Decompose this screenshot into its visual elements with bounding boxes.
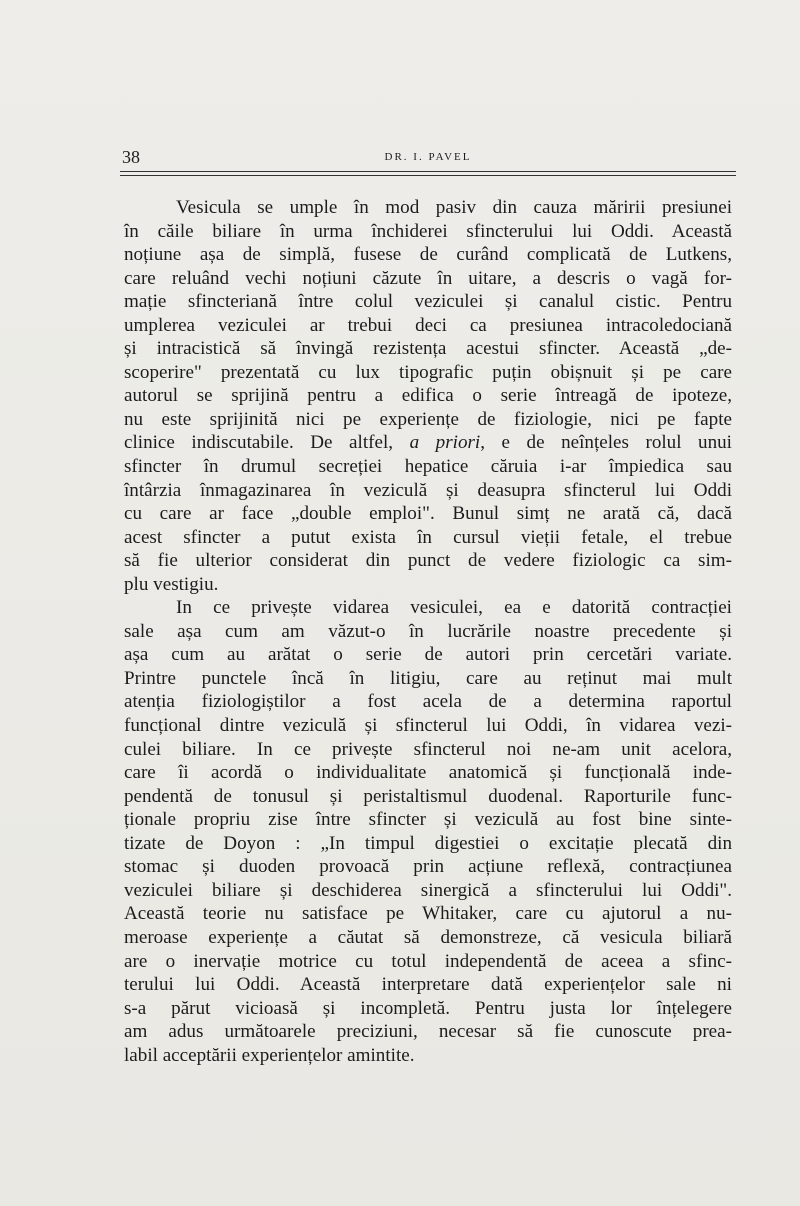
text-line: pendentă de tonusul și peristaltismul duodenal. Raporturile func- [124, 785, 732, 807]
text-line: veziculei biliare și deschiderea sinergică a sfincterului lui Oddi". [124, 879, 732, 901]
text-line: tizate de Doyon : „In timpul digestiei o excitație plecată din [124, 832, 732, 854]
text-line: s-a părut vicioasă și incompletă. Pentru justa lor înțelegere [124, 997, 732, 1019]
text-line: labil acceptării experiențelor amintite. [124, 1044, 415, 1066]
text-line: are o inervație motrice cu totul independentă de aceea a sfinc- [124, 950, 732, 972]
text-line: sfincter în drumul secreției hepatice căruia i-ar împiedica sau [124, 456, 732, 478]
text-line: scoperire" prezentată cu lux tipografic puțin obișnuit și pe care [124, 361, 732, 383]
text-line: și intracistică să învingă rezistența acestui sfincter. Această „de- [124, 338, 732, 360]
text-line: ționale propriu zise între sfincter și veziculă au fost bine sinte- [124, 809, 732, 831]
text-line: atenția fiziologiștilor a fost acela de a determina raportul [124, 691, 732, 713]
text-line: care reluând vechi noțiuni căzute în uitare, a descris o vagă for- [124, 267, 732, 289]
page-header [122, 147, 734, 171]
header-rule-bottom [120, 175, 736, 176]
text-segment: , e de neînțeles rolul unui [480, 432, 732, 454]
text-line [124, 431, 732, 455]
running-head: DR. I. PAVEL [384, 151, 472, 163]
text-line: terului lui Oddi. Această interpretare dată experiențelor sale ni [124, 974, 732, 996]
text-line: sale așa cum am văzut-o în lucrările noastre precedente și [124, 620, 732, 642]
text-line: Această teorie nu satisface pe Whitaker, care cu ajutorul a nu- [124, 903, 732, 925]
text-line: funcțional dintre veziculă și sfincterul lui Oddi, în vidarea vezi- [124, 715, 732, 737]
text-line: umplerea veziculei ar trebui deci ca presiunea intracoledociană [124, 314, 732, 336]
text-line: meroase experiențe a căutat să demonstreze, că vesicula biliară [124, 926, 732, 948]
text-line: am adus următoarele preciziuni, necesar să fie cunoscute prea- [124, 1021, 732, 1043]
text-line: care îi acordă o individualitate anatomică și funcțională inde- [124, 762, 732, 784]
text-line: Printre punctele încă în litigiu, care au reținut mai mult [124, 667, 732, 689]
text-line: plu vestigiu. [124, 573, 219, 595]
text-line: stomac și duoden provoacă prin acțiune reflexă, contracțiunea [124, 856, 732, 878]
body-text [124, 196, 732, 1067]
text-line: culei biliare. In ce privește sfincterul noi ne-am unit acelora, [124, 738, 732, 760]
text-line: în căile biliare în urma închiderei sfincterului lui Oddi. Această [124, 220, 732, 242]
italic-phrase: a priori [409, 432, 481, 454]
text-segment: clinice indiscutabile. De altfel, [124, 432, 410, 454]
text-line: să fie ulterior considerat din punct de vedere fiziologic ca sim- [124, 550, 732, 572]
text-line: In ce privește vidarea vesiculei, ea e datorită contracției [176, 597, 732, 619]
text-line: așa cum au arătat o serie de autori prin cercetări variate. [124, 644, 732, 666]
text-line: noțiune așa de simplă, fusese de curând complicată de Lutkens, [124, 244, 732, 266]
page-number: 38 [122, 147, 140, 167]
text-line: întârzia înmagazinarea în veziculă și deasupra sfincterul lui Oddi [124, 479, 732, 501]
text-line: mație sfincteriană între colul veziculei și canalul cistic. Pentru [124, 291, 732, 313]
text-line: cu care ar face „double emploi". Bunul simț ne arată că, dacă [124, 503, 732, 525]
text-line: acest sfincter a putut exista în cursul vieții fetale, el trebue [124, 526, 732, 548]
text-line: Vesicula se umple în mod pasiv din cauza măririi presiunei [176, 197, 732, 218]
text-line: nu este sprijinită nici pe experiențe de fiziologie, nici pe fapte [124, 408, 732, 430]
text-line: autorul se sprijină pentru a edifica o serie întreagă de ipoteze, [124, 385, 732, 407]
header-rule-top [120, 171, 736, 172]
